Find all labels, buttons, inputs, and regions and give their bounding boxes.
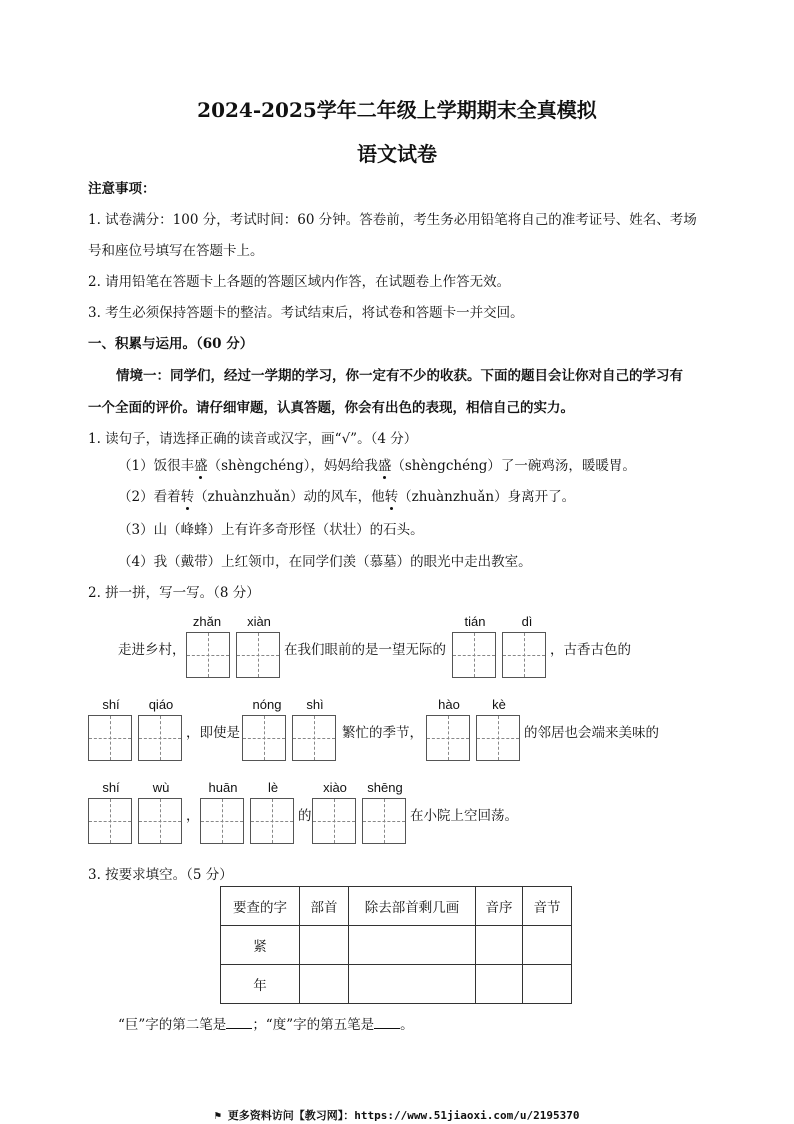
- pinyin-label: qiáo: [148, 697, 174, 712]
- page-subtitle: 语文试卷: [357, 142, 437, 166]
- answer-blank[interactable]: [226, 1016, 252, 1029]
- q2-text: 在小院上空回荡。: [410, 808, 518, 824]
- writing-grid[interactable]: [502, 632, 546, 678]
- answer-cell[interactable]: [349, 965, 476, 1004]
- pinyin-label: wù: [152, 780, 170, 795]
- flag-icon: ⚑: [214, 1109, 222, 1122]
- section-heading: 一、积累与运用。（60 分）: [88, 336, 254, 352]
- answer-cell[interactable]: [349, 926, 476, 965]
- q2-text: 的: [298, 808, 312, 824]
- table-row: [221, 965, 572, 1004]
- q2-text: 的邻居也会端来美味的: [524, 725, 659, 741]
- q1-sentence-2: （2）看着转（zhuànzhuǎn）动的风车，他转（zhuànzhuǎn）身离开了。: [118, 489, 576, 505]
- writing-grid[interactable]: [250, 798, 294, 844]
- table-header: 部首: [300, 887, 349, 926]
- q1-sentence-3: （3）山（峰蜂）上有许多奇形怪（状壮）的石头。: [118, 522, 424, 538]
- writing-grid[interactable]: [292, 715, 336, 761]
- answer-cell[interactable]: [523, 965, 572, 1004]
- q2-text: ，古香古色的: [550, 642, 631, 658]
- pinyin-label: zhǎn: [192, 614, 222, 629]
- writing-grid[interactable]: [236, 632, 280, 678]
- answer-cell[interactable]: [300, 926, 349, 965]
- writing-grid[interactable]: [362, 798, 406, 844]
- q3-stem: 3. 按要求填空。（5 分）: [88, 867, 233, 883]
- q1-stem: 1. 读句子，请选择正确的读音或汉字，画“√”。（4 分）: [88, 431, 418, 447]
- answer-cell[interactable]: [300, 965, 349, 1004]
- table-header-row: [221, 887, 572, 926]
- page-title: 2024-2025学年二年级上学期期末全真模拟: [197, 98, 597, 122]
- writing-grid[interactable]: [312, 798, 356, 844]
- table-header: 音节: [523, 887, 572, 926]
- table-cell: 年: [221, 965, 300, 1004]
- q2-text: 在我们眼前的是一望无际的: [284, 642, 446, 658]
- pinyin-label: huān: [208, 780, 238, 795]
- writing-grid[interactable]: [476, 715, 520, 761]
- dotted-char: 盛: [377, 458, 392, 474]
- answer-cell[interactable]: [476, 926, 523, 965]
- pinyin-label: xiào: [323, 780, 347, 795]
- table-header: 除去部首剩几画: [349, 887, 476, 926]
- pinyin-label: hào: [438, 697, 460, 712]
- pinyin-label: xiàn: [247, 614, 271, 629]
- writing-grid[interactable]: [452, 632, 496, 678]
- table-header: 要查的字: [221, 887, 300, 926]
- notice-item-3: 3. 考生必须保持答题卡的整洁。考试结束后，将试卷和答题卡一并交回。: [88, 305, 524, 321]
- lookup-table: [220, 886, 572, 1004]
- notice-item-1-cont: 号和座位号填写在答题卡上。: [88, 243, 264, 259]
- pinyin-label: kè: [492, 697, 506, 712]
- pinyin-label: shí: [102, 780, 120, 795]
- q2-text: 走进乡村，: [118, 642, 186, 658]
- writing-grid[interactable]: [138, 798, 182, 844]
- table-header: 音序: [476, 887, 523, 926]
- q2-text: ，即使是: [186, 725, 240, 741]
- answer-blank[interactable]: [374, 1016, 400, 1029]
- scenario-line-1: 情境一：同学们，经过一学期的学习，你一定有不少的收获。下面的题目会让你对自己的学习有: [116, 368, 683, 384]
- writing-grid[interactable]: [88, 715, 132, 761]
- writing-grid[interactable]: [426, 715, 470, 761]
- pinyin-label: shí: [102, 697, 120, 712]
- writing-grid[interactable]: [88, 798, 132, 844]
- pinyin-label: shēng: [367, 780, 403, 795]
- pinyin-label: dì: [521, 614, 533, 629]
- dotted-char: 转: [384, 489, 399, 505]
- dotted-char: 盛: [194, 458, 208, 474]
- answer-cell[interactable]: [476, 965, 523, 1004]
- writing-grid[interactable]: [200, 798, 244, 844]
- notice-heading: 注意事项：: [88, 181, 156, 197]
- q2-stem: 2. 拼一拼，写一写。（8 分）: [88, 585, 260, 601]
- pinyin-label: nóng: [252, 697, 282, 712]
- table-cell: 紧: [221, 926, 300, 965]
- writing-grid[interactable]: [242, 715, 286, 761]
- q3-fill-line: “巨”字的第二笔是 ；“度”字的第五笔是 。: [118, 1017, 414, 1033]
- q1-sentence-1: （1）饭很丰盛（shèngchéng），妈妈给我盛（shèngchéng）了一碗鸡汤，暖暖胃。: [118, 458, 636, 474]
- notice-item-2: 2. 请用铅笔在答题卡上各题的答题区域内作答，在试题卷上作答无效。: [88, 274, 511, 290]
- answer-cell[interactable]: [523, 926, 572, 965]
- writing-grid[interactable]: [186, 632, 230, 678]
- writing-grid[interactable]: [138, 715, 182, 761]
- notice-item-1: 1. 试卷满分：100 分，考试时间：60 分钟。答卷前，考生务必用铅笔将自己的准考证号、姓名、考场: [88, 212, 697, 228]
- q2-text: 繁忙的季节，: [342, 725, 423, 741]
- q2-text: ，: [186, 808, 200, 824]
- q1-sentence-4: （4）我（戴带）上红领巾，在同学们羡（慕墓）的眼光中走出教室。: [118, 554, 532, 570]
- dotted-char: 转: [180, 489, 195, 505]
- table-row: [221, 926, 572, 965]
- footer-link[interactable]: ⚑ 更多资料访问【教习网】：https://www.51jiaoxi.com/u/2195370: [214, 1109, 580, 1122]
- scenario-line-2: 一个全面的评价。请仔细审题，认真答题，你会有出色的表现，相信自己的实力。: [88, 400, 574, 416]
- pinyin-label: tián: [464, 614, 486, 629]
- pinyin-label: lè: [267, 780, 279, 795]
- pinyin-label: shì: [306, 697, 324, 712]
